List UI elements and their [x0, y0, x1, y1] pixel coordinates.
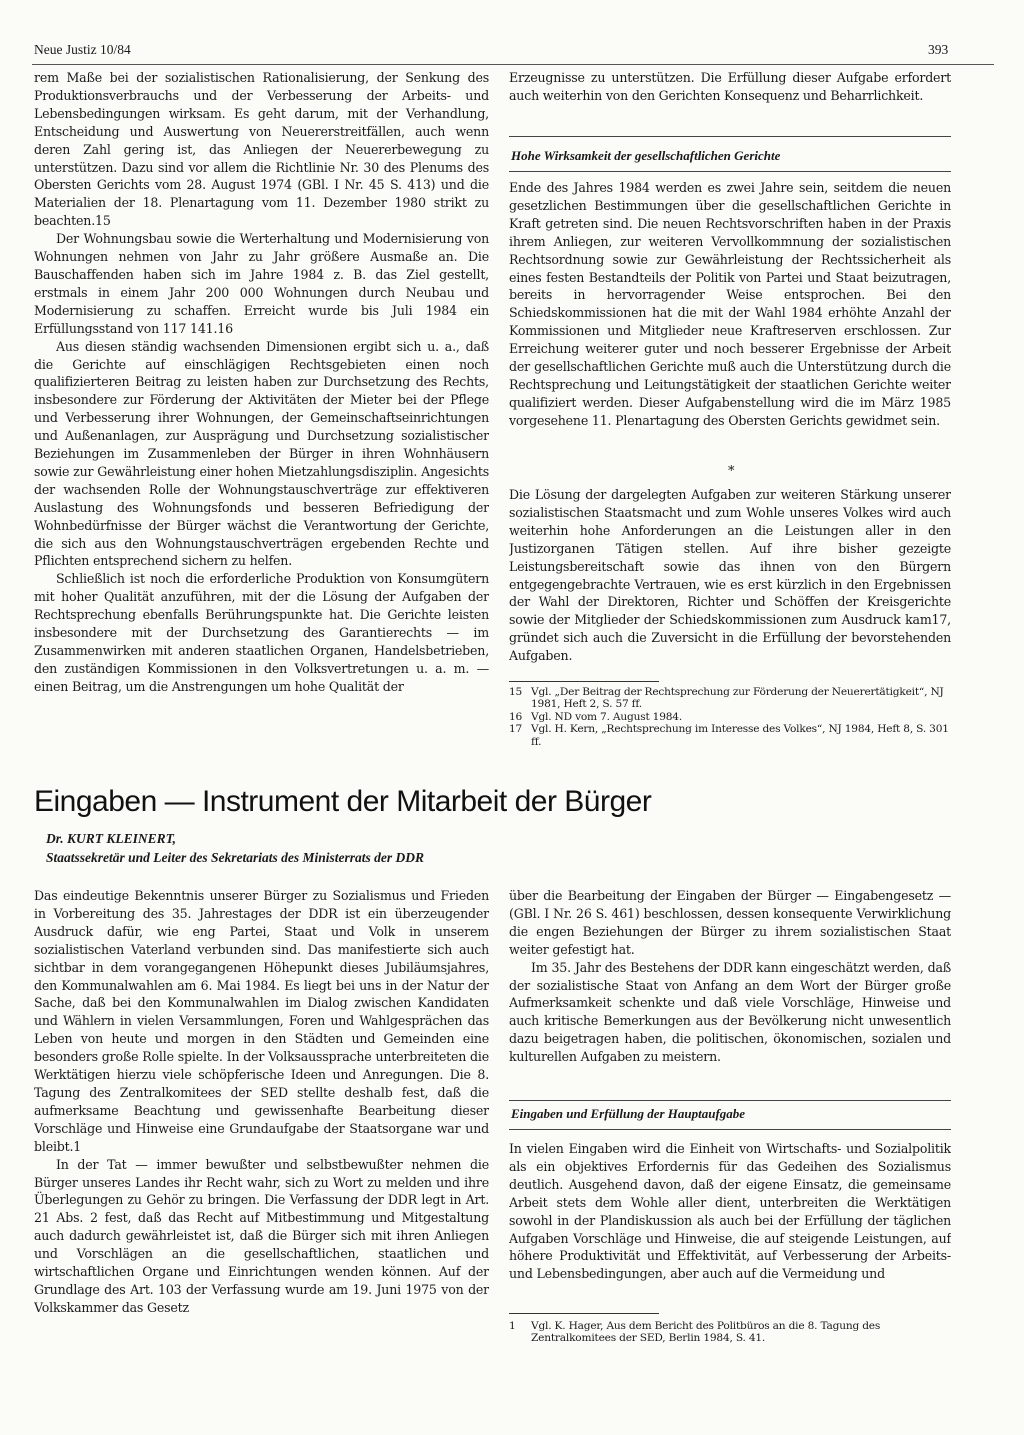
footnote-number: 15 [509, 686, 523, 698]
footnote-number: 17 [509, 723, 523, 736]
footnote-number: 16 [509, 710, 523, 723]
footnotes-top [509, 686, 951, 748]
top-left-column [34, 69, 489, 759]
footnote-text: Vgl. ND vom 7. August 1984. [531, 710, 683, 723]
paragraph: Im 35. Jahr des Bestehens der DDR kann eingeschätzt werden, daß der sozialistische Staat von Anfang an dem Wort der Bürger große Aufmerksamkeit schenkte und daß viele Vorschläge, Hinweise und auch kritische Bemerkungen aus der Bevölkerung nicht unwesentlich dazu beigetragen haben, die politischen, ökonomischen, sozialen und kulturellen Aufgaben zu meistern. [509, 959, 951, 1065]
footnote-rule [509, 1313, 659, 1314]
paragraph: Die Lösung der dargelegten Aufgaben zur weiteren Stärkung unserer sozialistischen Staatsmacht und zum Wohle unseres Volkes wird auch weiterhin hohe Anforderungen an die Leistungen aller in den Justizorganen Tätigen stellen. Auf ihre bisher gezeigte Leistungsbereitschaft sowie das ihnen von den Bürgern entgegengebrachte Vertrauen, wie es erst kürzlich in den Ergebnissen der Wahl der Direktoren, Richter und Schöffen der Kreisgerichte sowie der Mitglieder der Schiedskommissionen zum Ausdruck kam17, gründet sich auch die Zuversicht in die Erfüllung der bevorstehenden Aufgaben. [509, 487, 951, 664]
top-right-intro [509, 69, 951, 129]
top-right-section [509, 179, 951, 469]
section-separator: * [728, 464, 735, 479]
section-rule [509, 171, 951, 172]
paragraph: Schließlich ist noch die erforderliche Produktion von Konsumgütern mit hoher Qualität anzuführen, mit der die Lösung der Aufgaben der Rechtsprechung ebenfalls Berührungspunkte hat. Die Gerichte leisten insbesondere mit der Durchsetzung des Garantierechts — im Zusammenwirken mit anderen staatlichen Organen, Handelsbetrieben, den zuständigen Kommissionen in den Volksvertretungen u. a. m. — einen Beitrag, um die Anstrengungen um hohe Qualität der [34, 571, 489, 694]
footnote [509, 1320, 951, 1345]
section-heading: Eingaben und Erfüllung der Hauptaufgabe [511, 1106, 746, 1121]
section-rule [509, 1100, 951, 1101]
paragraph: Aus diesen ständig wachsenden Dimensionen ergibt sich u. a., daß die Gerichte auf einschlägigen Rechtsgebieten einen noch qualifizierteren Beitrag zu leisten haben zur Durchsetzung des Rechts, insbesondere zur Förderung der Aktivitäten der Mieter bei der Pflege und Verbesserung ihrer Wohnungen, der Gemeinschaftseinrichtungen und Außenanlagen, zur Ausprägung und Durchsetzung sozialistischer Beziehungen im Zusammenleben der Bürger in ihren Wohnhäusern sowie zur Gewährleistung einer hohen Mietzahlungsdisziplin. Angesichts der wachsenden Rolle der Wohnungstauschverträge zur effektiveren Auslastung des Wohnungsfonds und besseren Befriedigung der Wohnbedürfnisse der Bürger wächst die Verantwortung der Gerichte, die sich aus den Wohnungstauschverträgen ergebenden Rechte und Pflichten entsprechend sichern zu helfen. [34, 338, 489, 569]
header-rule [32, 64, 994, 65]
footnote [509, 686, 951, 711]
footnote-number: 1 [509, 1320, 516, 1332]
footnote-rule [509, 681, 659, 682]
article-right-section [509, 1140, 951, 1300]
footnote-text: Vgl. K. Hager, Aus dem Bericht des Politbüros an die 8. Tagung des Zentralkomitees der SED, Berlin 1984, S. 41. [531, 1320, 881, 1345]
footnote [509, 711, 951, 723]
footnote-text: Vgl. „Der Beitrag der Rechtsprechung zur Förderung der Neuerertätigkeit“, NJ 1981, Heft 2, S. 57 ff. [531, 686, 944, 711]
paragraph: Ende des Jahres 1984 werden es zwei Jahre sein, seitdem die neuen gesetzlichen Bestimmungen über die gesellschaftlichen Gerichte in Kraft getreten sind. Die neuen Rechtsvorschriften haben in der Praxis ihrem Anliegen, zur weiteren Vervollkommnung der sozialistischen Rechtsordnung sowie zur Gewährleistung der Rechtssicherheit als eines festen Bestandteils der Politik von Partei und Staat beizutragen, bereits in hervorragender Weise entsprochen. Bei den Schiedskommissionen hat die mit der Wahl 1984 erhöhte Anzahl der Kommissionen und Mitglieder neue Kraftreserven erschlossen. Zur Erreichung weiterer guter und noch besserer Ergebnisse der Arbeit der gesellschaftlichen Gerichte muß auch die Unterstützung durch die Rechtsprechung und Leitungstätigkeit der staatlichen Gerichte weiter qualifiziert werden. Dieser Aufgabenstellung wird die im März 1985 vorgesehene 11. Plenartagung des Obersten Gerichts gewidmet sein. [509, 180, 951, 428]
page-number: 393 [928, 42, 949, 57]
paragraph: Das eindeutige Bekenntnis unserer Bürger zu Sozialismus und Frieden in Vorbereitung des 35. Jahrestages der DDR ist ein überzeugender Ausdruck dafür, wie eng Partei, Staat und Volk in unserem sozialistischen Vaterland verbunden sind. Das manifestierte sich auch sichtbar in dem vorangegangenen Höhepunkt dieses Jubiläumsjahres, den Kommunalwahlen am 6. Mai 1984. Es liegt bei uns in der Natur der Sache, daß bei den Kommunalwahlen im Dialog zwischen Kandidaten und Wählern in vielen Versammlungen, Foren und Wahlgesprächen das Leben von heute und morgen in den Städten und Gemeinden eine besonders große Rolle spielte. In der Volksaussprache unterbreiteten die Werktätigen hierzu viele schöpferische Ideen und Anregungen. Die 8. Tagung des Zentralkomitees der SED stellte deshalb fest, daß die aufmerksame Beachtung und gewissenhafte Bearbeitung dieser Vorschläge und Hinweise eine Grundaufgabe der Staatsorgane war und bleibt.1 [34, 888, 489, 1154]
article-left-column [34, 887, 489, 1382]
section-rule [509, 1129, 951, 1130]
paragraph: Der Wohnungsbau sowie die Werterhaltung und Modernisierung von Wohnungen nehmen von Jahr zu Jahr größere Ausmaße an. Die Bauschaffenden haben sich im Jahre 1984 z. B. das Ziel gestellt, erstmals in einem Jahr 200 000 Wohnungen durch Neubau und Modernisierung zu schaffen. Erreicht wurde bis Juli 1984 ein Erfüllungsstand von 117 141.16 [34, 231, 489, 336]
journal-issue: Neue Justiz 10/84 [34, 42, 131, 57]
footnote [509, 723, 951, 748]
paragraph: Erzeugnisse zu unterstützen. Die Erfüllung dieser Aufgabe erfordert auch weiterhin von den Gerichten Konsequenz und Beharrlichkeit. [509, 70, 951, 103]
footnote-text: Vgl. H. Kern, „Rechtsprechung im Interesse des Volkes“, NJ 1984, Heft 8, S. 301 ff. [531, 723, 949, 748]
author-position: Staatssekretär und Leiter des Sekretariats des Ministerrats der DDR [46, 850, 425, 865]
article-title: Eingaben — Instrument der Mitarbeit der Bürger [34, 785, 652, 818]
article-author: Dr. KURT KLEINERT, [46, 831, 177, 846]
paragraph: In der Tat — immer bewußter und selbstbewußter nehmen die Bürger unseres Landes ihr Recht wahr, sich zu Wort zu melden und ihre Überlegungen zu Gehör zu bringen. Die Verfassung der DDR legt in Art. 21 Abs. 2 fest, daß das Recht auf Mitbestimmung und Mitgestaltung auch dadurch gewährleistet ist, daß die Bürger sich mit ihren Anliegen und Vorschlägen an die gesellschaftlichen, staatlichen und wirtschaftlichen Organe und Einrichtungen wenden können. Auf der Grundlage des Art. 103 der Verfassung wurde am 19. Juni 1975 von der Volkskammer das Gesetz [34, 1156, 489, 1315]
top-right-conclusion [509, 486, 951, 676]
section-heading: Hohe Wirksamkeit der gesellschaftlichen Gerichte [511, 148, 781, 163]
section-rule [509, 136, 951, 137]
footnotes-article [509, 1320, 951, 1345]
paragraph: über die Bearbeitung der Eingaben der Bürger — Eingabengesetz — (GBl. I Nr. 26 S. 461) beschlossen, dessen konsequente Verwirklichung die engen Beziehungen der Bürger zu ihrem sozialistischen Staat weiter gefestigt hat. [509, 888, 951, 957]
paragraph: In vielen Eingaben wird die Einheit von Wirtschafts- und Sozialpolitik als ein objektives Erfordernis für das Gedeihen des Sozialismus deutlich. Ausgehend davon, daß der eigene Einsatz, die gemeinsame Arbeit stets dem Wohle aller dient, unterbreiten die Werktätigen sowohl in der Plandiskussion als auch bei der Erfüllung der täglichen Aufgaben Vorschläge und Hinweise, die auf steigende Leistungen, auf höhere Produktivität und Effektivität, auf Verbesserung der Arbeits- und Lebensbedingungen, aber auch auf die Vermeidung und [509, 1141, 951, 1282]
article-right-column [509, 887, 951, 1082]
paragraph: rem Maße bei der sozialistischen Rationalisierung, der Senkung des Produktionsverbrauchs und der Verbesserung der Arbeits- und Lebensbedingungen wirksam. Es geht darum, mit der Verhandlung, Entscheidung und Auswertung von Neuererstreitfällen, auch wenn deren Zahl gering ist, das Anliegen der Neuererbewegung zu unterstützen. Dazu sind vor allem die Richtlinie Nr. 30 des Plenums des Obersten Gerichts vom 28. August 1974 (GBl. I Nr. 45 S. 413) und die Materialien der 18. Plenartagung vom 11. Dezember 1980 strikt zu beachten.15 [34, 70, 489, 229]
